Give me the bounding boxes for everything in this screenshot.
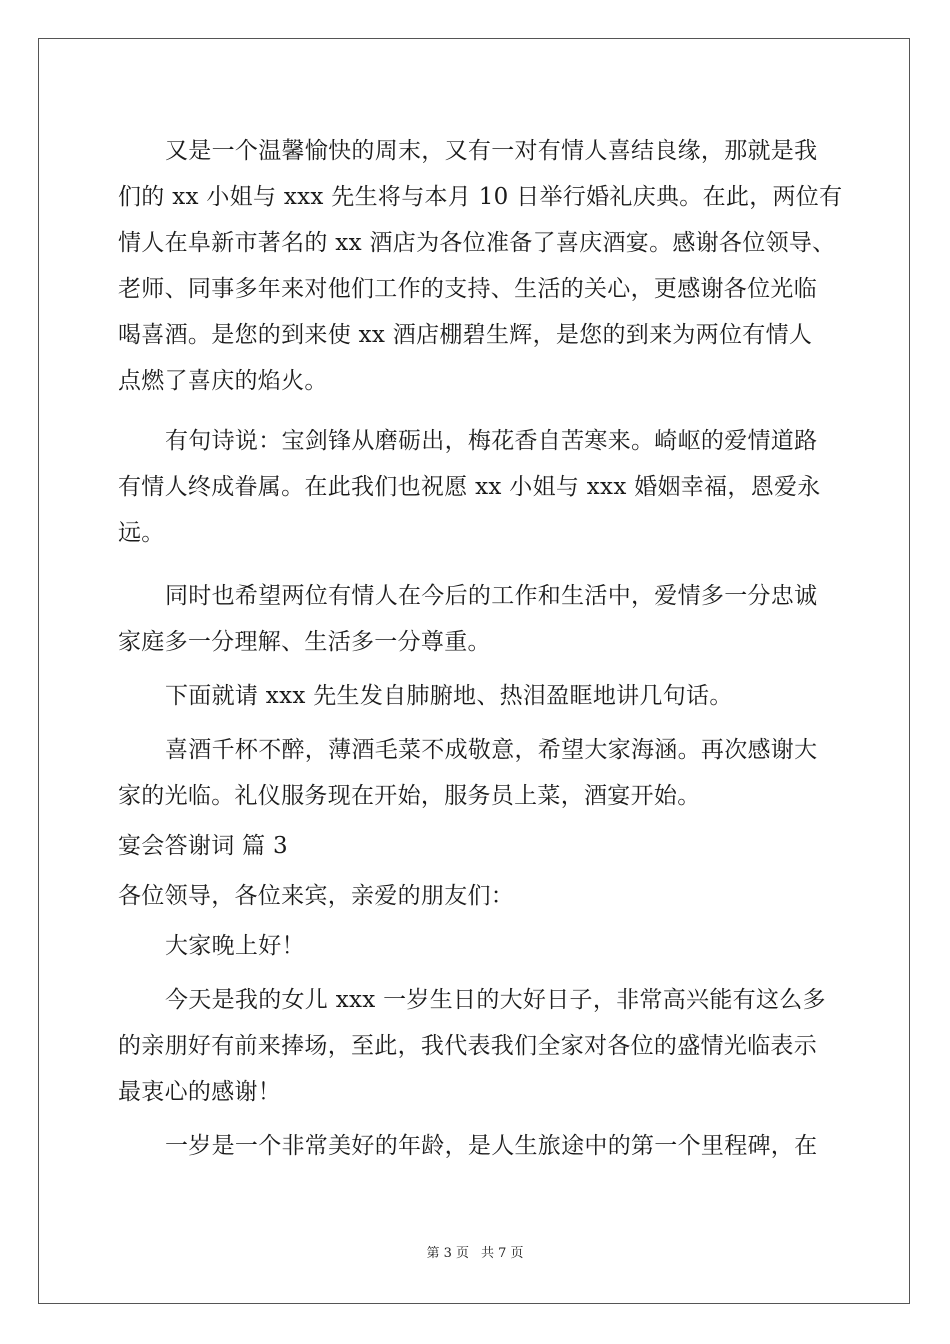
salutation-line: 各位领导，各位来宾，亲爱的朋友们： bbox=[118, 883, 515, 909]
greeting-line: 大家晚上好！ bbox=[165, 933, 305, 959]
paragraph-line: 家的光临。礼仪服务现在开始，服务员上菜，酒宴开始。 bbox=[118, 783, 701, 809]
paragraph-line: 们的 xx 小姐与 xxx 先生将与本月 10 日举行婚礼庆典。在此，两位有 bbox=[118, 184, 843, 210]
section-heading: 宴会答谢词 篇 3 bbox=[118, 833, 288, 859]
paragraph-line: 家庭多一分理解、生活多一分尊重。 bbox=[118, 629, 491, 655]
page-footer bbox=[0, 1244, 950, 1264]
paragraph-line: 一岁是一个非常美好的年龄，是人生旅途中的第一个里程碑，在 bbox=[165, 1133, 818, 1159]
paragraph-line: 下面就请 xxx 先生发自肺腑地、热泪盈眶地讲几句话。 bbox=[165, 683, 733, 709]
paragraph-line: 情人在阜新市著名的 xx 酒店为各位准备了喜庆酒宴。感谢各位领导、 bbox=[118, 230, 836, 256]
paragraph-line: 喝喜酒。是您的到来使 xx 酒店棚碧生辉，是您的到来为两位有情人 bbox=[118, 322, 813, 348]
paragraph-line: 又是一个温馨愉快的周末，又有一对有情人喜结良缘，那就是我 bbox=[165, 138, 818, 164]
paragraph-line: 老师、同事多年来对他们工作的支持、生活的关心，更感谢各位光临 bbox=[118, 276, 817, 302]
paragraph-line: 点燃了喜庆的焰火。 bbox=[118, 368, 328, 394]
page-number: 第 3 页 bbox=[426, 1246, 469, 1261]
paragraph-line: 有句诗说：宝剑锋从磨砺出，梅花香自苦寒来。崎岖的爱情道路 bbox=[165, 428, 818, 454]
paragraph-line: 最衷心的感谢！ bbox=[118, 1079, 282, 1105]
page-total: 共 7 页 bbox=[481, 1246, 524, 1261]
paragraph-line: 有情人终成眷属。在此我们也祝愿 xx 小姐与 xxx 婚姻幸福，恩爱永 bbox=[118, 474, 821, 500]
paragraph-line: 远。 bbox=[118, 520, 165, 546]
paragraph-line: 的亲朋好有前来捧场，至此，我代表我们全家对各位的盛情光临表示 bbox=[118, 1033, 817, 1059]
paragraph-line: 同时也希望两位有情人在今后的工作和生活中，爱情多一分忠诚 bbox=[165, 583, 818, 609]
paragraph-line: 喜酒千杯不醉，薄酒毛菜不成敬意，希望大家海涵。再次感谢大 bbox=[165, 737, 818, 763]
paragraph-line: 今天是我的女儿 xxx 一岁生日的大好日子，非常高兴能有这么多 bbox=[165, 987, 826, 1013]
